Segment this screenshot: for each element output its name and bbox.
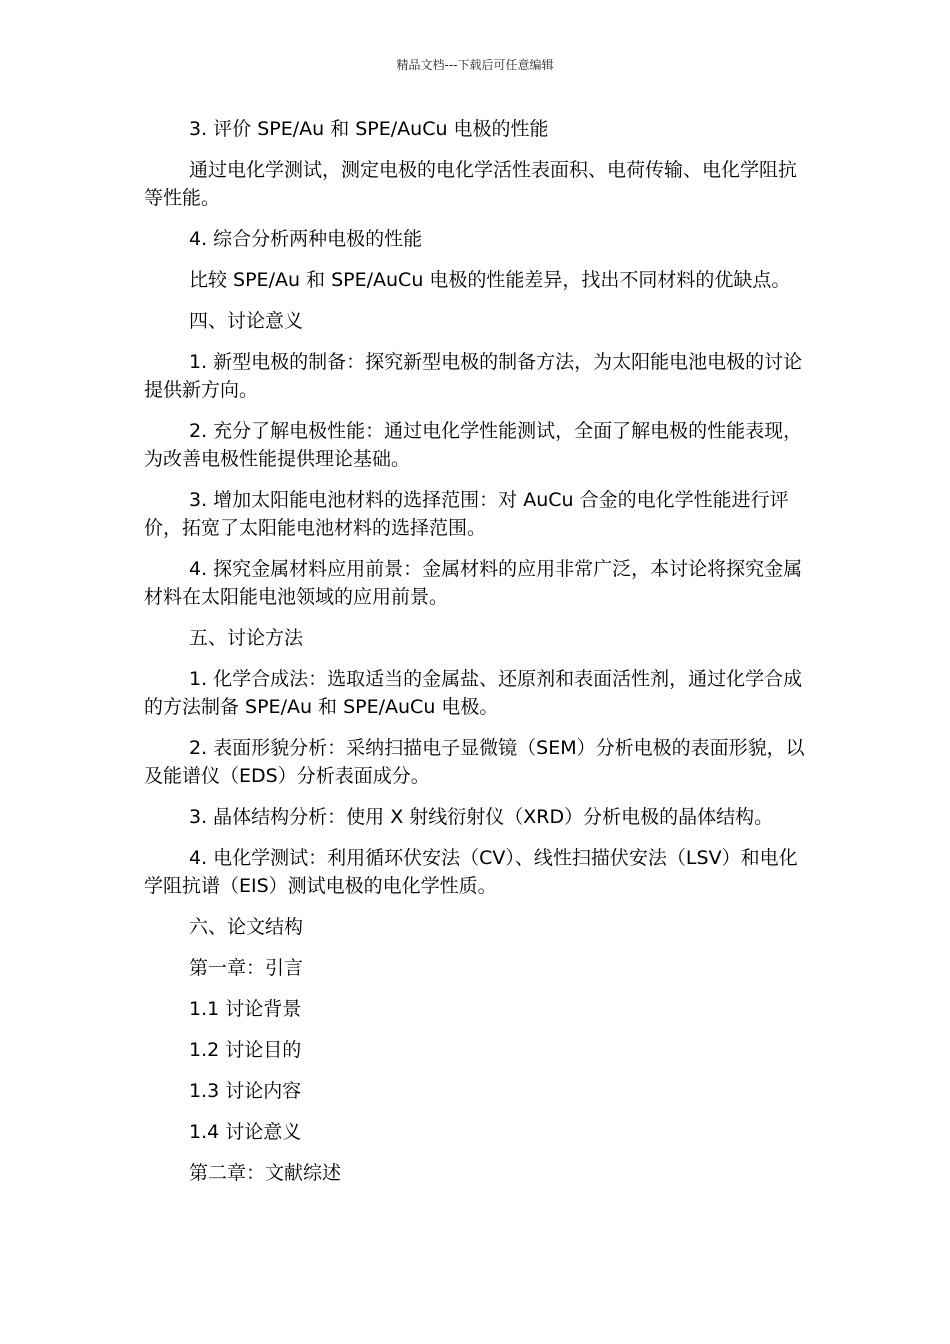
toc-item-1-4: 1.4 讨论意义 [189, 1121, 302, 1143]
method-item-2: 2. 表面形貌分析：采纳扫描电子显微镜（SEM）分析电极的表面形貌，以及能谱仪（EDS）分析表面成分。 [144, 737, 805, 787]
paragraph-compare: 比较 SPE/Au 和 SPE/AuCu 电极的性能差异，找出不同材料的优缺点。 [189, 269, 791, 291]
chapter-2-title: 第二章：文献综述 [189, 1162, 342, 1184]
chapter-1-title: 第一章：引言 [189, 957, 304, 979]
toc-item-1-2: 1.2 讨论目的 [189, 1039, 302, 1061]
method-item-1: 1. 化学合成法：选取适当的金属盐、还原剂和表面活性剂，通过化学合成的方法制备 SPE/Au 和 SPE/AuCu 电极。 [144, 668, 803, 718]
section-item-3-evaluate: 3. 评价 SPE/Au 和 SPE/AuCu 电极的性能 [189, 118, 549, 140]
section-item-4-analysis: 4. 综合分析两种电极的性能 [189, 228, 423, 250]
method-item-4: 4. 电化学测试：利用循环伏安法（CV）、线性扫描伏安法（LSV）和电化学阻抗谱（EIS）测试电极的电化学性质。 [144, 847, 798, 897]
section-heading-structure: 六、论文结构 [189, 916, 304, 938]
page-header: 精品文档---下载后可任意编辑 [396, 58, 554, 72]
document-body [144, 115, 812, 1200]
significance-item-3: 3. 增加太阳能电池材料的选择范围：对 AuCu 合金的电化学性能进行评价，拓宽了太阳能电池材料的选择范围。 [144, 489, 789, 539]
toc-item-1-1: 1.1 讨论背景 [189, 998, 302, 1020]
toc-item-1-3: 1.3 讨论内容 [189, 1080, 302, 1102]
significance-item-1: 1. 新型电极的制备：探究新型电极的制备方法，为太阳能电池电极的讨论提供新方向。 [144, 351, 803, 401]
section-heading-methods: 五、讨论方法 [189, 627, 304, 649]
significance-item-2: 2. 充分了解电极性能：通过电化学性能测试，全面了解电极的性能表现，为改善电极性能提供理论基础。 [144, 420, 803, 470]
section-heading-significance: 四、讨论意义 [189, 310, 304, 332]
paragraph-electrochemical-test: 通过电化学测试，测定电极的电化学活性表面积、电荷传输、电化学阻抗等性能。 [144, 159, 798, 209]
method-item-3: 3. 晶体结构分析：使用 X 射线衍射仪（XRD）分析电极的晶体结构。 [189, 806, 774, 828]
significance-item-4: 4. 探究金属材料应用前景：金属材料的应用非常广泛，本讨论将探究金属材料在太阳能电池领域的应用前景。 [144, 558, 803, 608]
